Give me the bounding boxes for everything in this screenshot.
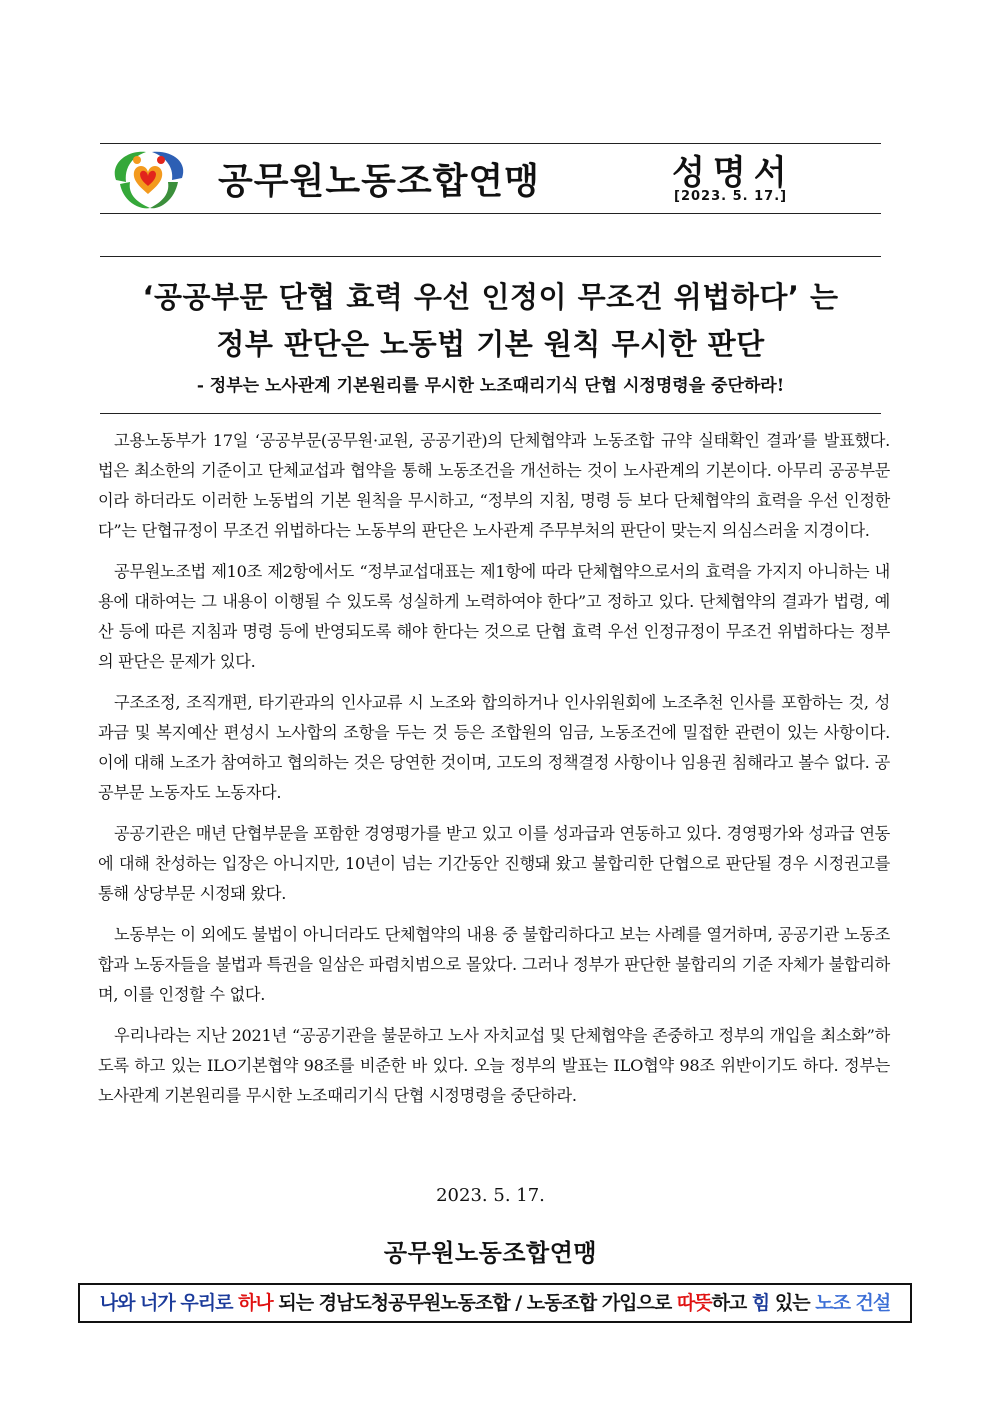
letterhead [100, 143, 881, 213]
slogan-segment: 노조 건설 [815, 1292, 891, 1314]
title-top-rule [100, 256, 881, 257]
title-line-1: ‘공공부문 단협 효력 우선 인정이 무조건 위법하다’ 는 [142, 280, 839, 314]
org-name: 공무원노동조합연맹 [218, 161, 540, 202]
slogan-segment: 되는 경남도청공무원노동조합 / 노동조합 가입으로 [272, 1292, 677, 1314]
paragraph-4: 공공기관은 매년 단협부문을 포함한 경영평가를 받고 있고 이를 성과급과 연동하고 있다. 경영평가와 성과급 연동에 대해 찬성하는 입장은 아니지만, 10년이 넘는 기간동안 진행돼 왔고 불합리한 단협으로 판단될 경우 시정권고를 통해 상당부문 시정돼 왔다. [98, 824, 890, 903]
slogan-segment: 하고 [711, 1292, 752, 1314]
slogan-segment: 있는 [769, 1292, 816, 1314]
slogan-segment: 힘 [751, 1292, 770, 1314]
statement-body [98, 426, 890, 1122]
footer-signature: 공무원노동조합연맹 [383, 1239, 598, 1267]
paragraph-6: 우리나라는 지난 2021년 “공공기관을 불문하고 노사 자치교섭 및 단체협약을 존중하고 정부의 개입을 최소화”하도록 하고 있는 ILO기본협약 98조를 비준한 바 있다. 오늘 정부의 발표는 ILO협약 98조 위반이기도 하다. 정부는 노사관계 기본원리를 무시한 노조때리기식 단협 시정명령을 중단하라. [98, 1026, 890, 1105]
paragraph-5: 노동부는 이 외에도 불법이 아니더라도 단체협약의 내용 중 불합리하다고 보는 사례를 열거하며, 공공기관 노동조합과 노동자들을 불법과 특권을 일삼은 파렴치범으로 몰았다. 그러나 정부가 판단한 불합리의 기준 자체가 불합리하며, 이를 인정할 수 없다. [98, 925, 890, 1004]
paragraph-1: 고용노동부가 17일 ‘공공부문(공무원·교원, 공공기관)의 단체협약과 노동조합 규약 실태확인 결과’를 발표했다. 법은 최소한의 기준이고 단체교섭과 협약을 통해 노동조건을 개선하는 것이 노사관계의 기본이다. 아무리 공공부문이라 하더라도 이러한 노동법의 기본 원칙을 무시하고, “정부의 지침, 명령 등 보다 단체협약의 효력을 우선 인정한다”는 단협규정이 무조건 위법하다는 노동부의 판단은 노사관계 주무부처의 판단이 맞는지 의심스러울 지경이다. [98, 431, 890, 540]
slogan-segment: 하나 [238, 1292, 273, 1314]
document-date: [2023. 5. 17.] [674, 189, 788, 204]
title-line-2: 정부 판단은 노동법 기본 원칙 무시한 판단 [216, 327, 765, 361]
subtitle: - 정부는 노사관계 기본원리를 무시한 노조때리기식 단협 시정명령을 중단하라! [196, 376, 785, 396]
union-logo-icon [104, 146, 194, 212]
document-type: 성명서 [672, 153, 795, 193]
title-bottom-rule [100, 413, 881, 414]
header-bottom-rule [100, 213, 881, 214]
slogan-segment: 따뜻 [676, 1292, 712, 1314]
slogan-segment: 나와 너가 우리로 [99, 1292, 239, 1314]
paragraph-2: 공무원노조법 제10조 제2항에서도 “정부교섭대표는 제1항에 따라 단체협약으로서의 효력을 가지지 아니하는 내용에 대하여는 그 내용이 이행될 수 있도록 성실하게 노력하여야 한다”고 정하고 있다. 단체협약의 결과가 법령, 예산 등에 따른 지침과 명령 등에 반영되도록 해야 한다는 것으로 단협 효력 우선 인정규정이 무조건 위법하다는 정부의 판단은 문제가 있다. [98, 562, 890, 671]
footer-date: 2023. 5. 17. [436, 1185, 545, 1206]
slogan-banner [78, 1283, 912, 1323]
paragraph-3: 구조조정, 조직개편, 타기관과의 인사교류 시 노조와 합의하거나 인사위원회에 노조추천 인사를 포함하는 것, 성과금 및 복지예산 편성시 노사합의 조항을 두는 것 등은 조합원의 임금, 노동조건에 밀접한 관련이 있는 사항이다. 이에 대해 노조가 참여하고 협의하는 것은 당연한 것이며, 고도의 정책결정 사항이나 임용권 침해라고 볼수 없다. 공공부문 노동자도 노동자다. [98, 693, 890, 802]
